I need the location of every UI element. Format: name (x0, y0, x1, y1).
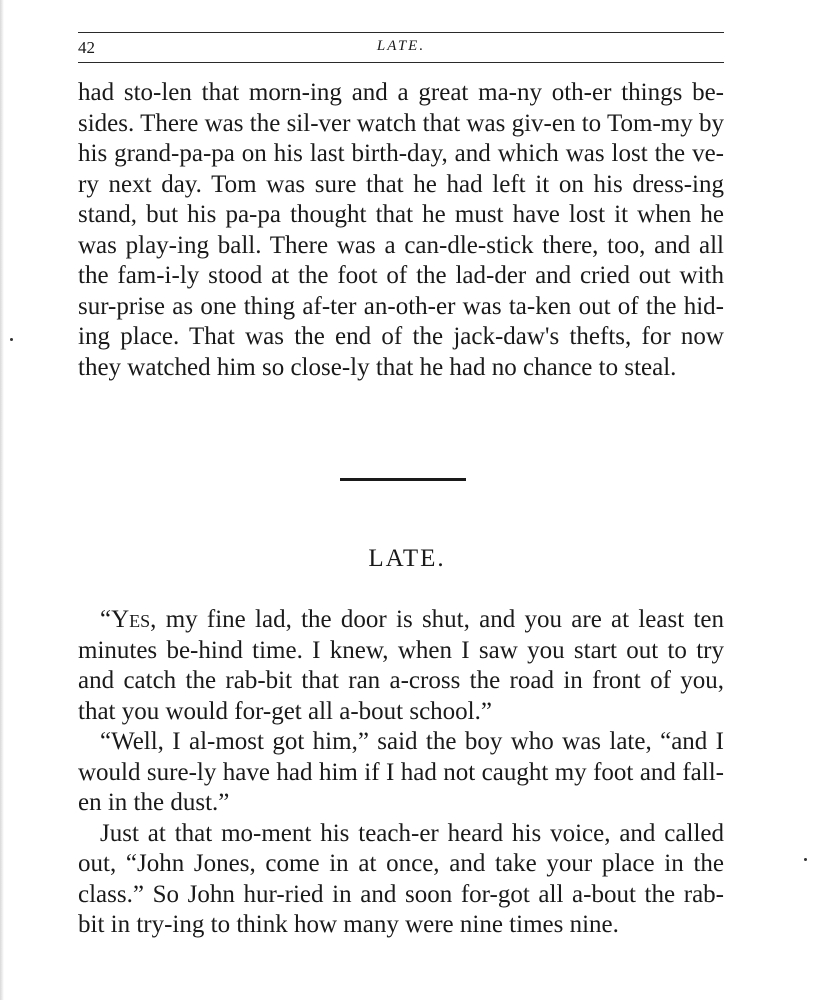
page-header (78, 38, 724, 60)
running-title: LATE. (376, 38, 426, 54)
chapter-title: LATE. (368, 545, 446, 572)
chapter-body (78, 605, 724, 941)
chapter-paragraph-3: Just at that mo-ment his teach-er heard his voice, and called out, “John Jones, come in at once, and take your place in the class.” So John hur-ried in and soon for-got all a-bout the rab-bit in try-ing to think how many were nine times nine. (78, 819, 724, 938)
paper-speck (10, 338, 13, 341)
header-top-rule (78, 32, 724, 33)
section-divider (340, 478, 466, 481)
paragraph-1-rest: , my fine lad, the door is shut, and you are at least ten minutes be-hind time. I knew, when I saw you start out to try and catch the rab-bit that ran a-cross the road in front of you, that you would for-get all a-bout school.” (78, 606, 724, 725)
passage-paragraph: had sto-len that morn-ing and a great ma-ny oth-er things be-sides. There was the sil-ver watch that was giv-en to Tom-my by his grand-pa-pa on his last birth-day, and which was lost the ve-ry next day. Tom was sure that he had left it on his dress-ing stand, but his pa-pa thought that he must have lost it when he was play-ing ball. There was a can-dle-stick there, too, and all the fam-i-ly stood at the foot of the lad-der and cried out with sur-prise as one thing af-ter an-oth-er was ta-ken out of the hid-ing place. That was the end of the jack-daw's thefts, for now they watched him so close-ly that he had no chance to steal. (78, 79, 724, 381)
open-quote: “ (100, 606, 112, 633)
chapter-paragraph-1 (78, 605, 724, 727)
page-number: 42 (78, 38, 95, 57)
header-bottom-rule (78, 62, 724, 63)
chapter-paragraph-2: “Well, I al-most got him,” said the boy who was late, “and I would sure-ly have had him if I had not caught my foot and fall-en in the dust.” (78, 728, 724, 816)
page-edge-shadow (0, 0, 4, 1000)
paper-speck (804, 858, 807, 861)
continued-passage (78, 78, 724, 383)
small-caps-word: Yes (111, 606, 151, 633)
